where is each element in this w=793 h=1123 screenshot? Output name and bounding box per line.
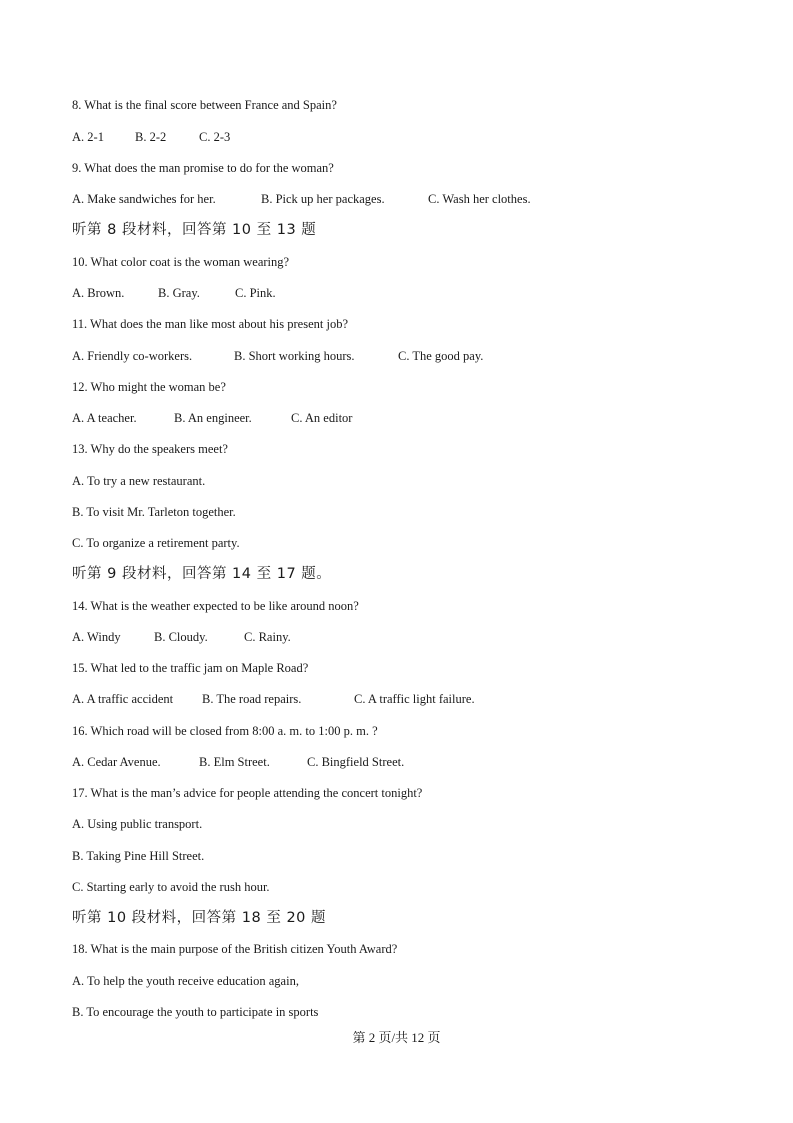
section-heading-8: 听第 8 段材料，回答第 10 至 13 题: [72, 222, 317, 238]
question-18: 18. What is the main purpose of the British citizen Youth Award?: [72, 942, 398, 956]
option-16c: C. Bingfield Street.: [307, 755, 405, 769]
option-14a: A. Windy: [72, 630, 121, 644]
option-12a: A. A teacher.: [72, 411, 137, 425]
option-14c: C. Rainy.: [244, 630, 291, 644]
question-14-options: [72, 629, 753, 645]
page-footer: 第 2 页/共 12 页: [352, 1030, 441, 1045]
question-11: 11. What does the man like most about his present job?: [72, 317, 348, 331]
option-12c: C. An editor: [291, 411, 353, 425]
question-9-options: [72, 191, 753, 207]
section-heading-10: 听第 10 段材料，回答第 18 至 20 题: [72, 910, 327, 926]
option-13c: C. To organize a retirement party.: [72, 536, 240, 550]
question-9: 9. What does the man promise to do for the woman?: [72, 161, 334, 175]
question-17: 17. What is the man’s advice for people attending the concert tonight?: [72, 786, 423, 800]
option-9c: C. Wash her clothes.: [428, 192, 531, 206]
option-17a: A. Using public transport.: [72, 817, 203, 831]
option-14b: B. Cloudy.: [154, 630, 208, 644]
option-11c: C. The good pay.: [398, 349, 484, 363]
option-10a: A. Brown.: [72, 286, 125, 300]
question-8: 8. What is the final score between France and Spain?: [72, 98, 337, 112]
option-11a: A. Friendly co-workers.: [72, 349, 193, 363]
option-16a: A. Cedar Avenue.: [72, 755, 161, 769]
option-17b: B. Taking Pine Hill Street.: [72, 849, 205, 863]
option-12b: B. An engineer.: [174, 411, 252, 425]
question-13: 13. Why do the speakers meet?: [72, 442, 228, 456]
question-15-options: [72, 691, 753, 707]
question-16-options: [72, 754, 753, 770]
option-8a: A. 2-1: [72, 130, 104, 144]
option-18b: B. To encourage the youth to participate in sports: [72, 1005, 319, 1019]
question-15: 15. What led to the traffic jam on Maple Road?: [72, 661, 309, 675]
question-16: 16. Which road will be closed from 8:00 a. m. to 1:00 p. m. ?: [72, 724, 378, 738]
option-15a: A. A traffic accident: [72, 692, 174, 706]
option-8b: B. 2-2: [135, 130, 167, 144]
option-17c: C. Starting early to avoid the rush hour.: [72, 880, 270, 894]
question-11-options: [72, 348, 753, 364]
option-10c: C. Pink.: [235, 286, 276, 300]
question-10: 10. What color coat is the woman wearing?: [72, 255, 290, 269]
option-11b: B. Short working hours.: [234, 349, 355, 363]
option-13a: A. To try a new restaurant.: [72, 474, 206, 488]
question-8-options: [72, 129, 753, 145]
question-12: 12. Who might the woman be?: [72, 380, 226, 394]
option-16b: B. Elm Street.: [199, 755, 270, 769]
option-10b: B. Gray.: [158, 286, 200, 300]
option-18a: A. To help the youth receive education again,: [72, 974, 299, 988]
question-14: 14. What is the weather expected to be like around noon?: [72, 599, 359, 613]
option-9a: A. Make sandwiches for her.: [72, 192, 216, 206]
option-13b: B. To visit Mr. Tarleton together.: [72, 505, 236, 519]
question-10-options: [72, 285, 753, 301]
option-9b: B. Pick up her packages.: [261, 192, 385, 206]
option-8c: C. 2-3: [199, 130, 231, 144]
option-15b: B. The road repairs.: [202, 692, 302, 706]
section-heading-9: 听第 9 段材料，回答第 14 至 17 题。: [72, 566, 332, 582]
option-15c: C. A traffic light failure.: [354, 692, 475, 706]
question-12-options: [72, 410, 753, 426]
